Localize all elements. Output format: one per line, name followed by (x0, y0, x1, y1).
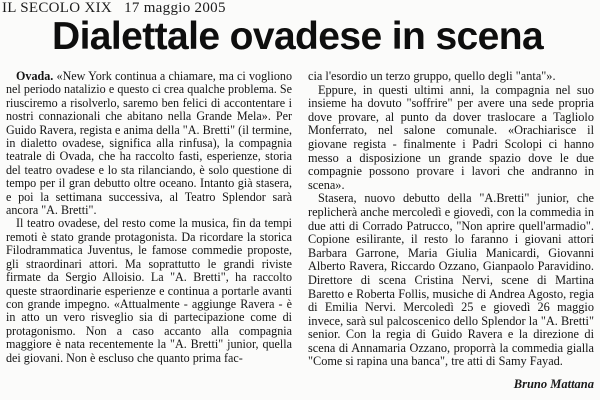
article-headline: Dialettale ovadese in scena (52, 15, 544, 58)
publication-date: 17 maggio 2005 (124, 0, 226, 16)
article-paragraph: Stasera, nuovo debutto della "A.Bretti" junior, che replicherà anche mercoledì e giovedì, con la commedia in due atti di Corrado Patrucco, "Non aprire quell'armadio". Copione esilirante, il resto lo faranno i giovani attori Barbara Garrone, Maria Giulia Manicardi, Giovanni Alberto Ravera, Riccardo Ozzano, Gianpaolo Paravidino. Direttore di scena Cristina Nervi, scene di Martina Baretto e Roberta Follis, musiche di Andrea Agosto, regia di Emilia Nervi. Mercoledì 25 e giovedì 26 maggio invece, sarà sul palcoscenico dello Splendor la "A. Bretti" senior. Con la regia di Guido Ravera e la direzione di scena di Annamaria Ozzano, proporrà la commedia gialla "Come si rapina una banca", tre atti di Samy Fayad. (308, 191, 594, 369)
article-byline: Bruno Mattana (513, 377, 594, 391)
article-dateline: Ovada. (16, 69, 54, 83)
article-paragraph: cia l'esordio un terzo gruppo, quello degli "anta"». (308, 69, 556, 83)
publication-name: IL SECOLO XIX (2, 0, 112, 16)
paragraph-text: «New York continua a chiamare, ma ci vogliono nel periodo natalizio e questo ci crea qualche problema. Se riusciremo a risolverlo, saremo ben felici di accontentare i nostri connazionali che abitano nella Grande Mela». Per Guido Ravera, regista e anima della "A. Bretti" (il termine, in dialetto ovadese, significa alla rinfusa), la compagnia teatrale di Ovada, che ha raccolto fasti, esperienze, storia del teatro ovadese e lo sta rilanciando, è solo questione di tempo per il gran debutto oltre oceano. Intanto già stasera, e poi la settimana successiva, al Teatro Splendor sarà ancora "A. Bretti". (6, 69, 292, 218)
article-column-right (308, 70, 594, 369)
article-column-left (6, 70, 292, 365)
article-paragraph (6, 70, 292, 217)
article-paragraph: Il teatro ovadese, del resto come la musica, fin da tempi remoti è stato grande protagonista. Da ricordare la storica Filodrammatica Juventus, le famose commedie proposte, gli straordinari attori. Ma soprattutto le grandi riviste firmate da Sergio Alloisio. La "A. Bretti", ha raccolto queste straordinarie esperienze e continua a portarle avanti con grande impegno. «Attualmente - aggiunge Ravera - è in atto un vero risveglio sia di partecipazione come di protagonismo. Non a caso accanto alla compagnia maggiore è nata recentemente la "A. Bretti" junior, quella dei giovani. Non è escluso che quanto prima fac- (6, 216, 292, 365)
article-paragraph: Eppure, in questi ultimi anni, la compagnia nel suo insieme ha dovuto "soffrire" per avere una sede propria dove provare, al punto da dover traslocare a Tagliolo Monferrato, nel salone comunale. «Orachiarisce il giovane regista - finalmente i Padri Scolopi ci hanno messo a disposizione un grande spazio dove le due compagnie possono provare i lavori che andranno in scena». (308, 82, 594, 192)
